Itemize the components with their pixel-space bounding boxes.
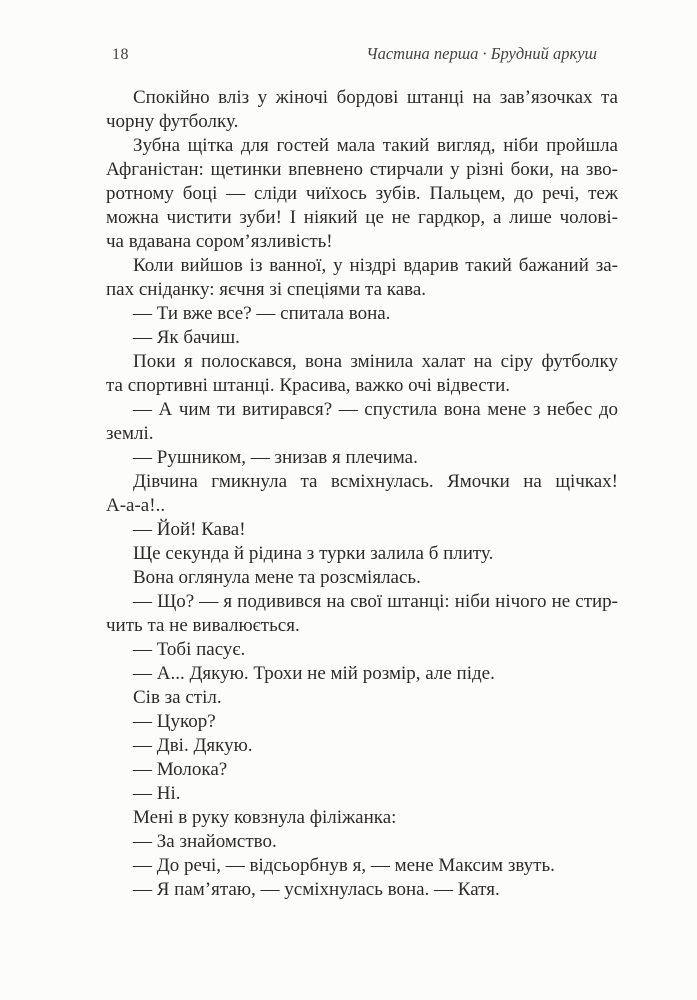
text-line: пах сніданку: яєчня зі спеціями та кава. bbox=[106, 279, 427, 300]
running-header bbox=[106, 44, 618, 64]
text-line: — За знайомство. bbox=[133, 831, 277, 852]
text-line: Поки я полоскався, вона змінила халат на сіру футболку bbox=[133, 351, 618, 372]
text-line: землі. bbox=[106, 423, 154, 444]
text-line: — Як бачиш. bbox=[133, 327, 240, 348]
text-line: Мені в руку ковзнула філіжанка: bbox=[133, 807, 397, 828]
text-line: — Що? — я подивився на свої штанці: ніби нічого не стир- bbox=[133, 591, 618, 612]
text-line: Ще секунда й рідина з турки залила б плиту. bbox=[133, 543, 494, 564]
text-line: — А... Дякую. Трохи не мій розмір, але піде. bbox=[133, 663, 495, 684]
text-line: ча вдавана сором’язливість! bbox=[106, 231, 333, 252]
text-line: Зубна щітка для гостей мала такий вигляд, ніби пройшла bbox=[133, 135, 618, 156]
page-number: 18 bbox=[112, 46, 129, 63]
text-line: — Дві. Дякую. bbox=[133, 735, 253, 756]
text-line: — Молока? bbox=[133, 759, 228, 780]
text-line: — Цукор? bbox=[133, 711, 216, 732]
text-line: чорну футболку. bbox=[106, 111, 239, 132]
text-line: — Ти вже все? — спитала вона. bbox=[133, 303, 391, 324]
text-line: Вона оглянула мене та розсміялась. bbox=[133, 567, 421, 588]
text-line: чить та не вивалюється. bbox=[106, 615, 300, 636]
text-line: можна чистити зуби! І ніякий це не гардкор, а лише чолові- bbox=[106, 207, 618, 228]
text-line: Спокійно вліз у жіночі бордові штанці на зав’язочках та bbox=[133, 87, 618, 108]
text-line: — Рушником, — знизав я плечима. bbox=[133, 447, 418, 468]
text-line: ротному боці — сліди чиїхось зубів. Пальцем, до речі, теж bbox=[106, 183, 618, 204]
text-line: — Тобі пасує. bbox=[133, 639, 246, 660]
text-line: — Я пам’ятаю, — усміхнулась вона. — Катя. bbox=[133, 879, 500, 900]
text-line: Афганістан: щетинки впевнено стирчали у різні боки, на зво- bbox=[106, 159, 618, 180]
text-line: — Йой! Кава! bbox=[133, 519, 246, 540]
text-line: — Ні. bbox=[133, 783, 181, 804]
text-line: Дівчина гмикнула та всміхнулась. Ямочки на щічках! bbox=[133, 471, 618, 492]
text-line: Сів за стіл. bbox=[133, 687, 222, 708]
text-line: Коли вийшов із ванної, у ніздрі вдарив такий бажаний за- bbox=[133, 255, 618, 276]
text-line: — До речі, — відсьорбнув я, — мене Максим звуть. bbox=[133, 855, 555, 876]
text-line: та спортивні штанці. Красива, важко очі відвести. bbox=[106, 375, 511, 396]
text-line: А-а-а!.. bbox=[106, 495, 166, 516]
text-line: — А чим ти витирався? — спустила вона мене з небес до bbox=[133, 399, 618, 420]
chapter-running-title: Частина перша · Брудний аркуш bbox=[366, 44, 597, 63]
body-text bbox=[106, 86, 618, 902]
